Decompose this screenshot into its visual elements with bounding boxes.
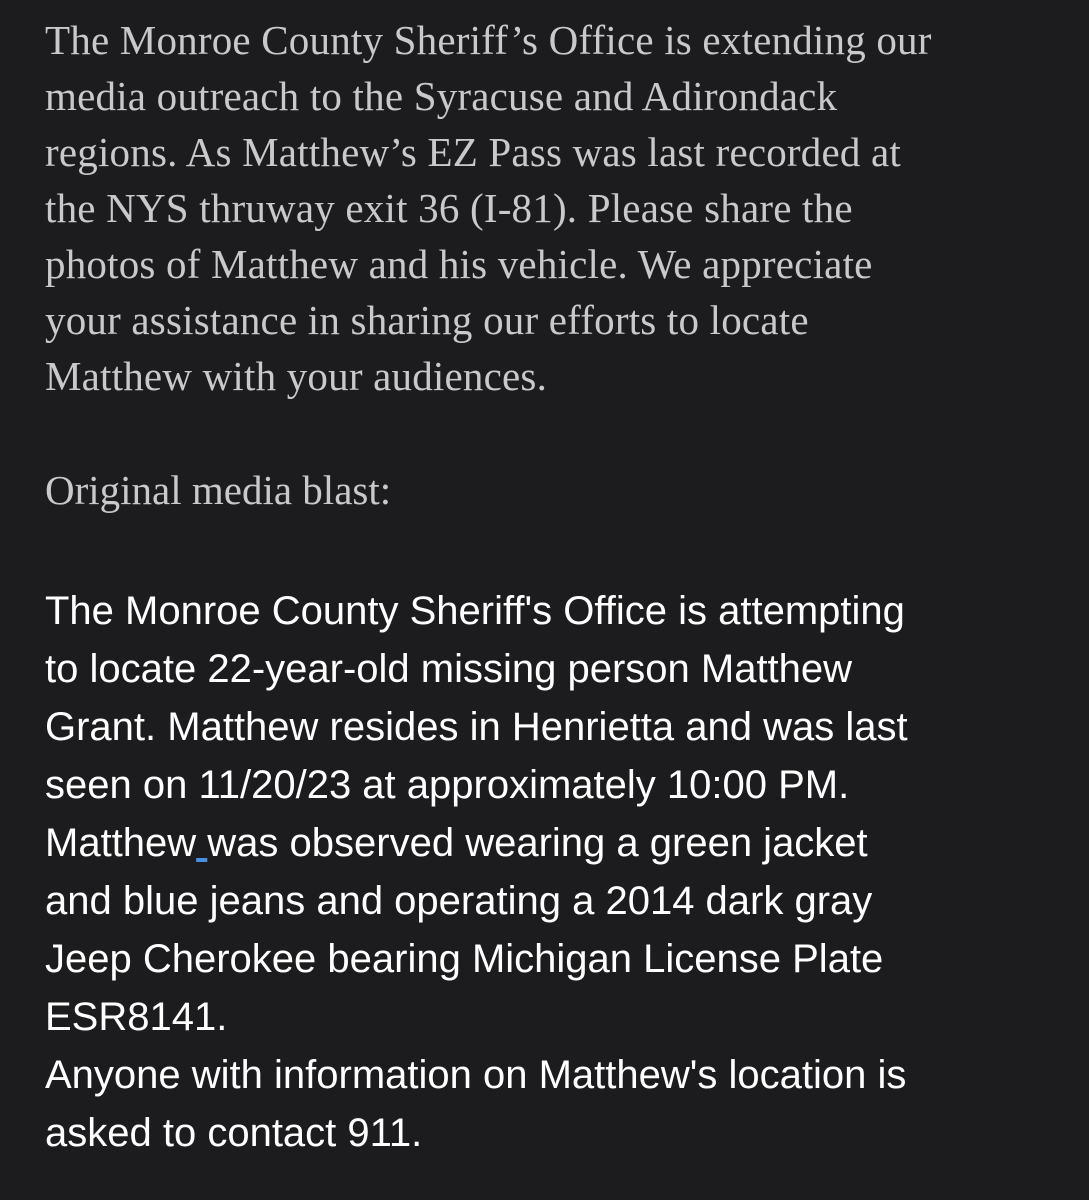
blast-line: to locate 22-year-old missing person Matthew: [45, 647, 853, 691]
blast-line: Anyone with information on Matthew's location is: [45, 1053, 907, 1097]
forward-note-line: regions. As Matthew’s EZ Pass was last recorded at: [45, 129, 902, 175]
blast-line: The Monroe County Sheriff's Office is attempting: [45, 589, 905, 633]
blast-line-prefix: Matthew: [45, 821, 197, 865]
original-media-blast: [45, 582, 1055, 1162]
blast-line: asked to contact 911.: [45, 1111, 423, 1155]
inline-link[interactable]: [196, 821, 207, 865]
blast-line: ESR8141.: [45, 995, 228, 1039]
original-media-blast-label: Original media blast:: [45, 467, 392, 513]
blast-line: and blue jeans and operating a 2014 dark gray: [45, 879, 873, 923]
forward-note: [45, 12, 1055, 404]
blast-line: Jeep Cherokee bearing Michigan License Plate: [45, 937, 884, 981]
blast-line: seen on 11/20/23 at approximately 10:00 PM.: [45, 763, 850, 807]
email-body: [45, 12, 1055, 1155]
blast-line: Grant. Matthew resides in Henrietta and was last: [45, 705, 908, 749]
blast-line-suffix: was observed wearing a green jacket: [207, 821, 868, 865]
forward-note-line: Matthew with your audiences.: [45, 353, 548, 399]
blast-line-with-link: [45, 814, 1055, 872]
forward-note-line: The Monroe County Sheriff’s Office is extending our: [45, 17, 932, 63]
forward-note-line: photos of Matthew and his vehicle. We appreciate: [45, 241, 873, 287]
forward-note-line: the NYS thruway exit 36 (I-81). Please share the: [45, 185, 853, 231]
forward-note-line: your assistance in sharing our efforts to locate: [45, 297, 809, 343]
forward-note-line: media outreach to the Syracuse and Adirondack: [45, 73, 838, 119]
